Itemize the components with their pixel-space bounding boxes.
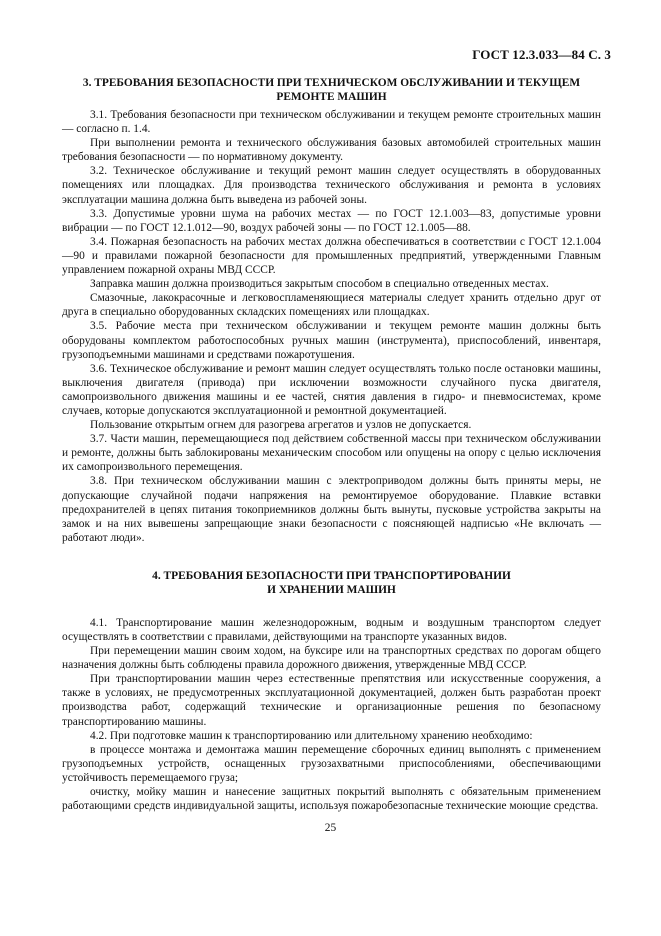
paragraph: 3.6. Техническое обслуживание и ремонт машин следует осуществлять только после остановки машины, выключения двигателя (привода) при исключении возможности случайного пуска двигателя, самопроизвольного движения машины и ее частей, снятия давления в гидро- и пневмосистемах, кроме случаев, которые допускаются эксплуатационной и ремонтной документацией.: [62, 362, 601, 417]
paragraph: 3.7. Части машин, перемещающиеся под действием собственной массы при техническом обслуживании и ремонте, должны быть заблокированы механическим способом или опущены на опору с целью исключения их самопроизвольного перемещения.: [62, 433, 601, 474]
section-4-title-line1: 4. ТРЕБОВАНИЯ БЕЗОПАСНОСТИ ПРИ ТРАНСПОРТИРОВАНИИ: [152, 569, 511, 582]
paragraph: 3.4. Пожарная безопасность на рабочих местах должна обеспечиваться в соответствии с ГОСТ 12.1.004—90 и правилами пожарной безопасности для промышленных предприятий, утвержденными Главным управлением пожарной охраны МВД СССР.: [62, 235, 601, 277]
paragraph: в процессе монтажа и демонтажа машин перемещение сборочных единиц выполнять с применением грузоподъемных устройств, оснащенных грузозахватными приспособлениями, обеспечивающими устойчивость перемещаемого груза;: [62, 743, 601, 784]
section-3-body: [62, 108, 601, 545]
page-header: ГОСТ 12.3.033—84 С. 3: [472, 47, 611, 62]
paragraph: Заправка машин должна производиться закрытым способом в специально отведенных местах.: [90, 278, 549, 291]
paragraph: Смазочные, лакокрасочные и легковоспламеняющиеся материалы следует хранить отдельно друг от друга в специально оборудованных складских помещениях или площадках.: [62, 292, 601, 319]
paragraph: При перемещении машин своим ходом, на буксире или на транспортных средствах по дорогам общего назначения должны быть соблюдены правила дорожного движения, утвержденные МВД СССР.: [62, 645, 601, 672]
paragraph: очистку, мойку машин и нанесение защитных покрытий выполнять с обязательным применением работающими средств индивидуальной защиты, используя пожаробезопасные технические моющие средства.: [62, 786, 601, 813]
paragraph: 3.3. Допустимые уровни шума на рабочих местах — по ГОСТ 12.1.003—83, допустимые уровни вибрации — по ГОСТ 12.1.012—90, воздух рабочей зоны — по ГОСТ 12.1.005—88.: [62, 207, 601, 234]
paragraph: При транспортировании машин через естественные препятствия или искусственные сооружения, а также в условиях, не предусмотренных эксплуатационной документацией, должен быть разработан проект производства работ, содержащий технические и организационные решения по безопасному транспортированию машины.: [62, 673, 601, 728]
section-4-title-line2: И ХРАНЕНИИ МАШИН: [267, 583, 396, 596]
page-number: 25: [324, 822, 337, 834]
paragraph: 3.2. Техническое обслуживание и текущий ремонт машин следует осуществлять в оборудованных помещениях или площадках. Для производства технического обслуживания и ремонта в условиях эксплуатации машина должна быть выведена из рабочей зоны.: [62, 165, 601, 206]
paragraph: 4.2. При подготовке машин к транспортированию или длительному хранению необходимо:: [90, 729, 533, 742]
paragraph: 3.1. Требования безопасности при техническом обслуживании и текущем ремонте строительных машин — согласно п. 1.4.: [62, 109, 601, 136]
section-3-title: [62, 76, 601, 104]
paragraph: Пользование открытым огнем для разогрева агрегатов и узлов не допускается.: [90, 419, 472, 432]
page-content: [62, 76, 601, 813]
section-4-title: [62, 569, 601, 597]
paragraph: 3.8. При техническом обслуживании машин с электроприводом должны быть приняты меры, не допускающие случайной подачи напряжения на ремонтируемое оборудование. Плавкие вставки предохранителей в цепях питания токоприемников должны быть вынуты, пусковые устройства закрыты на замок и на них вывешены запрещающие знаки безопасности с поясняющей надписью «Не включать — работают люди».: [62, 475, 601, 544]
paragraph: 4.1. Транспортирование машин железнодорожным, водным и воздушным транспортом следует осуществлять в соответствии с правилами, действующими на транспорте указанных видов.: [62, 616, 601, 643]
section-4-body: [62, 616, 601, 813]
section-3-title-line2: РЕМОНТЕ МАШИН: [276, 91, 387, 103]
paragraph: 3.5. Рабочие места при техническом обслуживании и текущем ремонте машин должны быть оборудованы комплектом работоспособных ручных машин (инструмента), приспособлений, инвентаря, грузоподъемными машинами и средствами пожаротушения.: [62, 320, 601, 361]
paragraph: При выполнении ремонта и технического обслуживания базовых автомобилей строительных машин требования безопасности — по нормативному документу.: [62, 137, 601, 164]
section-3-title-line1: 3. ТРЕБОВАНИЯ БЕЗОПАСНОСТИ ПРИ ТЕХНИЧЕСКОМ ОБСЛУЖИВАНИИ И ТЕКУЩЕМ: [82, 77, 581, 89]
